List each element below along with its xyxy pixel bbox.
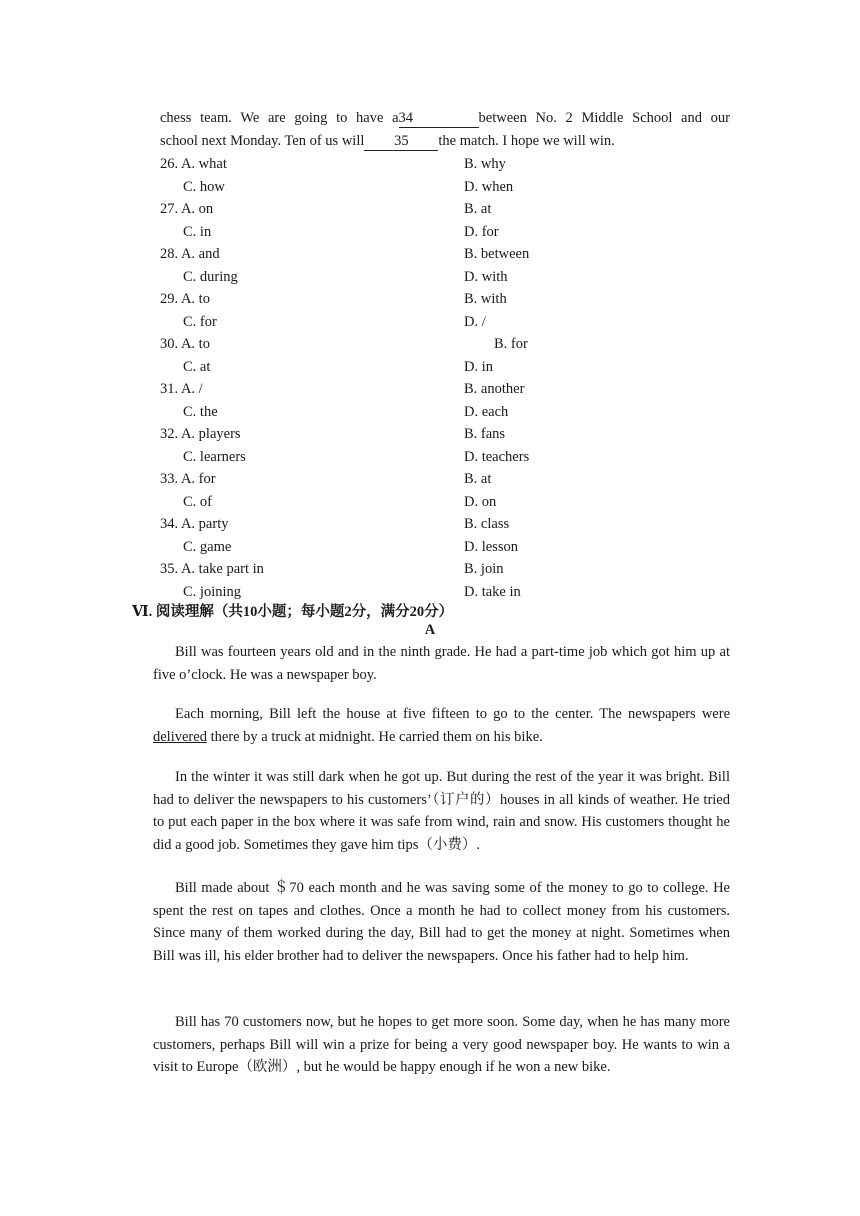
option-b: B. another	[464, 381, 525, 397]
question-number: 28. A. and	[160, 246, 220, 262]
option-d: D. when	[464, 179, 514, 195]
option-b: B. join	[464, 561, 504, 577]
option-c: C. the	[183, 404, 218, 420]
intro-text: school next Monday. Ten of us will	[160, 132, 365, 149]
option-d: D. /	[464, 314, 486, 330]
question-number: 35. A. take part in	[160, 561, 264, 577]
option-c: C. for	[183, 314, 217, 330]
intro-text: chess team. We are going to have a	[160, 110, 399, 126]
option-a: A. what	[180, 156, 227, 172]
option-c: C. joining	[183, 584, 242, 600]
option-b: B. at	[464, 471, 492, 487]
option-c: C. how	[183, 179, 225, 195]
question-number: 34. A. party	[160, 516, 229, 532]
option-c: C. at	[183, 359, 211, 375]
option-a: A. on	[180, 201, 214, 217]
intro-text: between No. 2 Middle School and our	[478, 110, 730, 126]
option-d: D. teachers	[464, 449, 530, 465]
question-number: 32. A. players	[160, 426, 241, 442]
option-c: C. learners	[183, 449, 246, 465]
option-d: D. each	[464, 404, 509, 420]
option-a: A. party	[180, 516, 229, 532]
option-a: A. to	[180, 336, 210, 352]
option-b: B. fans	[464, 426, 506, 442]
passage-paragraph-4: Bill made about ＄70 each month and he was saving some of the money to go to college. He spent the rest on tapes and clothes. Once a month he had to collect money from his customers. Since many of them worked during the day, Bill had to get the money at night. Sometimes when Bill was ill, his elder brother had to deliver the newspapers. Once his father had to help him.	[153, 880, 730, 965]
question-number: 30. A. to	[160, 336, 210, 352]
question-number: 33. A. for	[160, 471, 216, 487]
option-a: A. /	[180, 381, 203, 397]
question-number: 31. A. /	[160, 381, 203, 397]
passage-paragraph-3: In the winter it was still dark when he got up. But during the rest of the year it was bright. Bill had to deliver the newspapers to his customers’（订户的）houses in all kinds of weather. He tried to put each paper in the box where it was safe from wind, rain and snow. His customers thought he did a good job. Sometimes they gave him tips（小费）.	[153, 769, 730, 854]
option-d: D. for	[464, 224, 499, 240]
question-number: 27. A. on	[160, 201, 214, 217]
option-a: A. and	[180, 246, 220, 262]
option-c: C. during	[183, 269, 238, 285]
blank-35: 35	[364, 133, 438, 151]
passage-paragraph-2	[153, 703, 730, 748]
paragraph-text: there by a truck at midnight. He carried them on his bike.	[206, 728, 543, 745]
intro-line-1	[160, 107, 730, 130]
option-a: A. players	[180, 426, 241, 442]
intro-line-2	[160, 130, 730, 153]
passage-paragraph-5: Bill has 70 customers now, but he hopes to get more soon. Some day, when he has many more customers, perhaps Bill will win a prize for being a very good newspaper boy. He wants to win a visit to Europe（欧洲）, but he would be happy enough if he won a new bike.	[153, 1014, 730, 1076]
blank-34: 34	[399, 110, 479, 128]
option-b: B. class	[464, 516, 510, 532]
passage-paragraph-1: Bill was fourteen years old and in the ninth grade. He had a part-time job which got him up at five o’clock. He was a newspaper boy.	[153, 644, 730, 683]
option-a: A. take part in	[180, 561, 264, 577]
option-c: C. of	[183, 494, 212, 510]
section-heading: Ⅵ. 阅读理解（共10小题；每小题2分，满分20分）	[132, 604, 454, 620]
question-number: 29. A. to	[160, 291, 210, 307]
cloze-passage-end	[160, 107, 730, 152]
intro-text: the match. I hope we will win.	[438, 132, 615, 149]
option-d: D. with	[464, 269, 508, 285]
passage-title: A	[424, 622, 436, 638]
question-number: 26. A. what	[160, 156, 227, 172]
option-c: C. in	[183, 224, 212, 240]
paragraph-text: Each morning, Bill left the house at five fifteen to go to the center. The newspapers were	[175, 706, 730, 722]
option-c: C. game	[183, 539, 232, 555]
option-d: D. lesson	[464, 539, 518, 555]
option-b: B. between	[464, 246, 530, 262]
option-a: A. to	[180, 291, 210, 307]
option-b: B. at	[464, 201, 492, 217]
option-b: B. for	[494, 336, 528, 352]
option-a: A. for	[180, 471, 216, 487]
option-b: B. why	[464, 156, 506, 172]
underlined-word: delivered	[153, 728, 207, 745]
option-d: D. in	[464, 359, 493, 375]
option-b: B. with	[464, 291, 507, 307]
option-d: D. on	[464, 494, 497, 510]
option-d: D. take in	[464, 584, 521, 600]
